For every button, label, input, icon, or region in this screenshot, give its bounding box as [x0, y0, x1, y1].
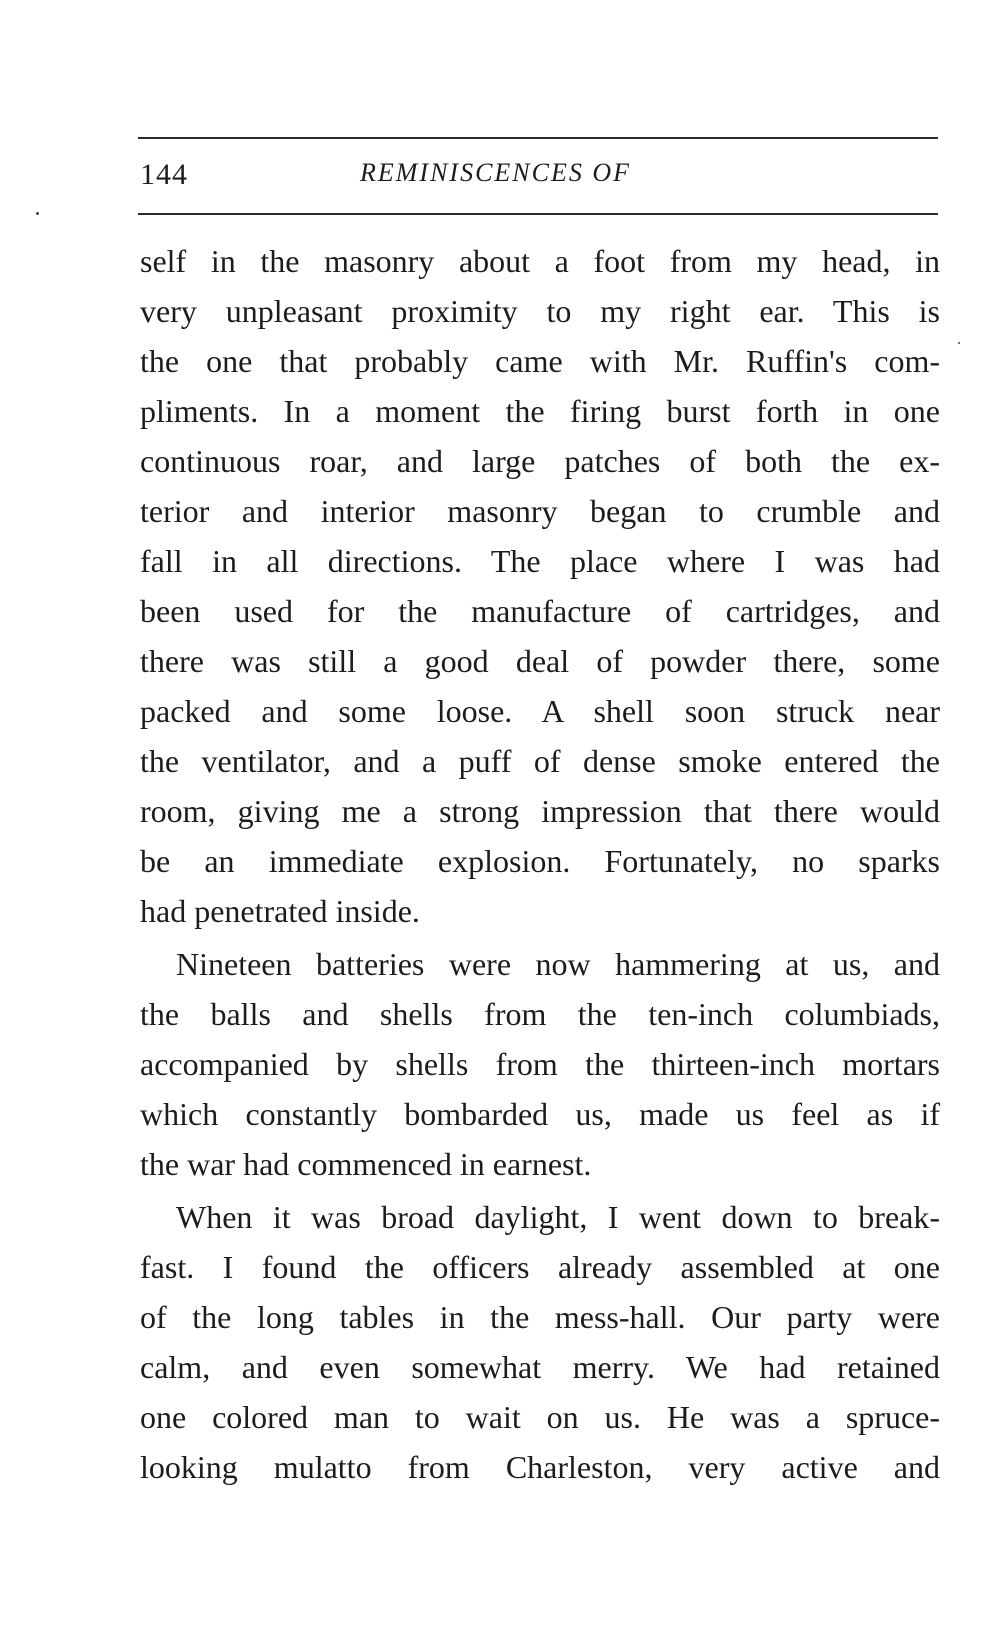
paragraph [140, 939, 940, 1189]
text-line: fall in all directions. The place where I was had [140, 543, 940, 579]
paper-speck [958, 342, 960, 344]
text-line: Nineteen batteries were now hammering at us, and [176, 946, 940, 982]
paper-speck [36, 212, 39, 215]
paragraph [140, 1192, 940, 1492]
text-line: the one that probably came with Mr. Ruffin's com- [140, 343, 940, 379]
text-line: the ventilator, and a puff of dense smoke entered the [140, 743, 940, 779]
text-line: the balls and shells from the ten-inch columbiads, [140, 996, 940, 1032]
text-line: one colored man to wait on us. He was a spruce- [140, 1399, 940, 1435]
header-rule-top [138, 137, 938, 139]
text-line: looking mulatto from Charleston, very active and [140, 1449, 940, 1485]
text-line: of the long tables in the mess-hall. Our party were [140, 1299, 940, 1335]
text-line: there was still a good deal of powder there, some [140, 643, 940, 679]
text-line: very unpleasant proximity to my right ear. This is [140, 293, 940, 329]
page-number: 144 [140, 158, 188, 191]
body-text [140, 236, 940, 1492]
text-line: When it was broad daylight, I went down to break- [176, 1199, 940, 1235]
text-line: terior and interior masonry began to crumble and [140, 493, 940, 529]
running-title: REMINISCENCES OF [360, 158, 632, 187]
paragraph [140, 236, 940, 936]
text-line: packed and some loose. A shell soon struck near [140, 693, 940, 729]
text-line: which constantly bombarded us, made us feel as if [140, 1096, 940, 1132]
header-rule-bottom [138, 213, 938, 215]
text-line: room, giving me a strong impression that there would [140, 793, 940, 829]
text-line: be an immediate explosion. Fortunately, no sparks [140, 843, 940, 879]
text-line: had penetrated inside. [140, 893, 420, 929]
text-line: accompanied by shells from the thirteen-inch mortars [140, 1046, 940, 1082]
text-line: the war had commenced in earnest. [140, 1146, 592, 1182]
text-line: pliments. In a moment the firing burst forth in one [140, 393, 940, 429]
text-line: been used for the manufacture of cartridges, and [140, 593, 940, 629]
text-line: fast. I found the officers already assembled at one [140, 1249, 940, 1285]
text-line: self in the masonry about a foot from my head, in [140, 243, 940, 279]
text-line: continuous roar, and large patches of both the ex- [140, 443, 940, 479]
text-line: calm, and even somewhat merry. We had retained [140, 1349, 940, 1385]
